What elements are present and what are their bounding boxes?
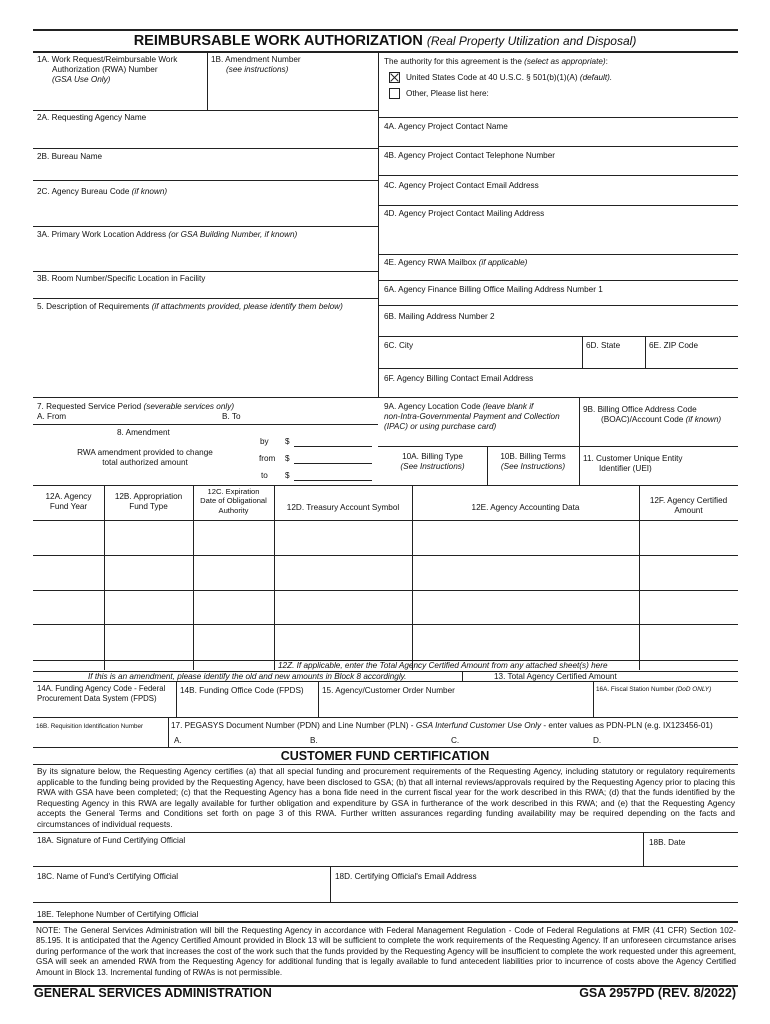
col-12a-header: 12A. Agency Fund Year xyxy=(45,492,92,511)
fund-type-input[interactable] xyxy=(107,558,190,587)
expiration-date-input[interactable] xyxy=(196,558,271,587)
block-6e-label: 6E. ZIP Code xyxy=(649,341,699,350)
total-certified-amount-input[interactable] xyxy=(641,672,736,681)
amendment-from-label: from xyxy=(259,454,276,463)
fund-year-input[interactable] xyxy=(36,558,101,587)
certifying-official-email-input[interactable] xyxy=(334,884,734,899)
expiration-date-input[interactable] xyxy=(196,593,271,621)
col-12c-header: 12C. Expiration Date of Obligational Authority xyxy=(200,487,267,515)
col-12d-header: 12D. Treasury Account Symbol xyxy=(286,503,400,512)
block-4b-label: 4B. Agency Project Contact Telephone Number xyxy=(384,151,555,160)
accounting-data-input[interactable] xyxy=(415,593,636,621)
block-9b-label: 9B. Billing Office Address Code (BOAC)/Account Code (if known) xyxy=(583,405,722,424)
service-period-to-input[interactable] xyxy=(248,412,374,422)
accounting-data-input[interactable] xyxy=(415,558,636,587)
accounting-data-input[interactable] xyxy=(415,523,636,552)
billing-contact-email-input[interactable] xyxy=(382,386,734,395)
amendment-from-input[interactable] xyxy=(295,453,371,463)
block-6d-label: 6D. State xyxy=(586,341,621,350)
certification-text: By its signature below, the Requesting Agency certifies (a) that all special funding and procurement requirements of the Requesting Agency, including statutory or regulatory requirements applicable to the funding being provided by the Requesting Agency, have been disclosed to GSA; (b) that all internal reviews/approvals required by the Requesting Agency prior to placing this RWA with GSA have been completed; (c) that the Requesting Agency has a bona fide need in the current fiscal year for the work described in this RWA; (d) that the funds identified by the Requesting Agency in this RWA are legally available for further obligation and expenditure by GSA in furtherance of the work described in this RWA; and (e) that the Requesting Agency accepts the General Terms and Conditions set forth on page 3 of this RWA. Further written assurances regarding funding availability may be required depending on the facts and circumstances of individual requests. xyxy=(37,766,735,829)
treasury-account-symbol-input[interactable] xyxy=(277,558,409,587)
agency-location-code-input[interactable] xyxy=(382,434,575,444)
treasury-account-symbol-input[interactable] xyxy=(277,523,409,552)
block-12z-label: 12Z. If applicable, enter the Total Agency Certified Amount from any attached sheet(s) here xyxy=(278,661,608,670)
uei-input[interactable] xyxy=(582,474,734,483)
fund-year-input[interactable] xyxy=(36,593,101,621)
pdn-pln-c-input[interactable] xyxy=(463,735,587,745)
block-18b-label: 18B. Date xyxy=(649,838,686,847)
block-14a-label: 14A. Funding Agency Code - Federal Procurement Data System (FPDS) xyxy=(37,684,166,703)
block-7a-label: A. From xyxy=(37,412,67,421)
billing-terms-input[interactable] xyxy=(491,473,576,483)
authority-usc-label: United States Code at 40 U.S.C. § 501(b)(1)(A) (default). xyxy=(406,73,613,82)
block-8-label: 8. Amendment xyxy=(117,428,170,437)
work-location-address-input[interactable] xyxy=(36,242,374,268)
block-6c-label: 6C. City xyxy=(384,341,414,350)
expiration-date-input[interactable] xyxy=(196,523,271,552)
project-contact-mailing-address-input[interactable] xyxy=(382,221,734,251)
col-12b-header: 12B. Appropriation Fund Type xyxy=(114,492,183,511)
block-4e-label: 4E. Agency RWA Mailbox (if applicable) xyxy=(384,258,528,267)
amendment-number-input[interactable] xyxy=(210,78,375,108)
amendment-from-dollar: $ xyxy=(285,454,290,463)
fund-year-input[interactable] xyxy=(36,523,101,552)
block-10b-label: 10B. Billing Terms (See Instructions) xyxy=(500,452,566,471)
block-7-label: 7. Requested Service Period (severable services only) xyxy=(37,402,235,411)
boac-input[interactable] xyxy=(582,428,734,444)
amendment-to-label: to xyxy=(261,471,268,480)
description-of-requirements-input[interactable] xyxy=(36,314,374,394)
block-6f-label: 6F. Agency Billing Contact Email Address xyxy=(384,374,534,383)
project-contact-email-input[interactable] xyxy=(382,193,734,203)
block-17-label: 17. PEGASYS Document Number (PDN) and Line Number (PLN) - GSA Interfund Customer Use Only - enter values as PDN-PLN (e.g. IX123456-01) xyxy=(171,721,713,730)
block-3a-label: 3A. Primary Work Location Address (or GSA Building Number, if known) xyxy=(37,230,298,239)
block-4a-label: 4A. Agency Project Contact Name xyxy=(384,122,508,131)
project-contact-phone-input[interactable] xyxy=(382,163,734,173)
block-16b-label: 16B. Requisition Identification Number xyxy=(36,723,144,730)
treasury-account-symbol-input[interactable] xyxy=(277,593,409,621)
block-12z-note: If this is an amendment, please identify the old and new amounts in Block 8 accordingly. xyxy=(88,672,407,681)
funding-office-code-input[interactable] xyxy=(180,700,315,714)
funding-agency-code-input[interactable] xyxy=(36,705,173,715)
block-18d-label: 18D. Certifying Official's Email Address xyxy=(335,872,477,881)
bureau-name-input[interactable] xyxy=(36,164,374,178)
block-2b-label: 2B. Bureau Name xyxy=(37,152,103,161)
certifying-official-phone-input[interactable] xyxy=(220,908,734,920)
block-9a-label: 9A. Agency Location Code (leave blank if non-Intra-Governmental Payment and Collection (IPAC) or using purchase card) xyxy=(384,402,560,431)
block-11-label: 11. Customer Unique Entity Identifier (UEI) xyxy=(583,454,683,473)
certified-amount-input[interactable] xyxy=(642,558,735,587)
block-17b-label: B. xyxy=(310,736,318,745)
pdn-pln-a-input[interactable] xyxy=(186,735,304,745)
fiscal-station-number-input[interactable] xyxy=(596,698,735,714)
agency-bureau-code-input[interactable] xyxy=(36,199,374,223)
block-15-label: 15. Agency/Customer Order Number xyxy=(322,686,455,695)
authority-usc-checkbox[interactable] xyxy=(389,72,400,83)
certification-heading: CUSTOMER FUND CERTIFICATION xyxy=(280,749,490,763)
block-17d-label: D. xyxy=(593,736,602,745)
certified-amount-input[interactable] xyxy=(642,523,735,552)
block-14b-label: 14B. Funding Office Code (FPDS) xyxy=(180,686,304,695)
amendment-by-label: by xyxy=(260,437,269,446)
footer-form-number: GSA 2957PD (REV. 8/2022) xyxy=(579,986,736,1000)
amendment-to-dollar: $ xyxy=(285,471,290,480)
note-text: NOTE: The General Services Administration will bill the Requesting Agency in accordance with Federal Management Regulation - Code of Federal Regulations at FMR (41 CFR) Section 102-85.195. It is anticipated that the Agency Certified Amount provided in Block 13 will be sufficient to complete the work requirements of the Requesting Agency. If an unforeseen circumstance arises during performance of the work that increases the cost of the work such that the funds provided by the Requesting Agency will be insufficient to complete the work requested under this agreement, GSA will seek an amended RWA from the Requesting Agency for additional funding that is legally available to fund antecedent liabilities prior to incurrence of costs above the Agency Certified Amount in Block 13. Incremental funding of RWAs is not permissible. xyxy=(36,926,736,977)
customer-order-number-input[interactable] xyxy=(322,700,590,714)
pdn-pln-d-input[interactable] xyxy=(605,735,735,745)
certified-amount-input[interactable] xyxy=(642,627,735,657)
block-17c-label: C. xyxy=(451,736,460,745)
rwa-number-input[interactable] xyxy=(36,88,204,108)
block-13-label: 13. Total Agency Certified Amount xyxy=(494,672,617,681)
block-5-label: 5. Description of Requirements (if attachments provided, please identify them below) xyxy=(37,302,343,311)
amendment-by-dollar: $ xyxy=(285,437,290,446)
authority-label: The authority for this agreement is the (select as appropriate): xyxy=(384,57,608,66)
block-18a-label: 18A. Signature of Fund Certifying Official xyxy=(37,836,186,845)
service-period-from-input[interactable] xyxy=(68,412,218,422)
amendment-to-input[interactable] xyxy=(295,470,371,480)
block-4d-label: 4D. Agency Project Contact Mailing Address xyxy=(384,209,545,218)
block-1a-label: 1A. Work Request/Reimbursable Work Authorization (RWA) Number (GSA Use Only) xyxy=(37,55,178,84)
block-16a-label: 16A. Fiscal Station Number (DoD ONLY) xyxy=(596,686,712,693)
fund-type-input[interactable] xyxy=(107,523,190,552)
signature-input[interactable] xyxy=(36,848,639,863)
block-10a-label: 10A. Billing Type (See Instructions) xyxy=(400,452,465,471)
amendment-by-input[interactable] xyxy=(295,436,371,446)
form-title-main: REIMBURSABLE WORK AUTHORIZATION xyxy=(133,33,423,49)
block-7b-label: B. To xyxy=(222,412,241,421)
pdn-pln-b-input[interactable] xyxy=(322,735,446,745)
block-1b-label: 1B. Amendment Number (see instructions) xyxy=(211,55,301,74)
form-title-sub: (Real Property Utilization and Disposal) xyxy=(426,34,637,48)
fund-year-input[interactable] xyxy=(36,627,101,657)
certifying-official-name-input[interactable] xyxy=(36,884,326,899)
accounting-data-input[interactable] xyxy=(415,627,636,657)
billing-address-2-input[interactable] xyxy=(382,324,734,334)
authority-other-checkbox[interactable] xyxy=(389,88,400,99)
rwa-mailbox-input[interactable] xyxy=(382,270,734,278)
requesting-agency-name-input[interactable] xyxy=(36,125,374,145)
billing-address-1-input[interactable] xyxy=(382,297,734,303)
block-3b-label: 3B. Room Number/Specific Location in Facility xyxy=(37,274,206,283)
billing-type-input[interactable] xyxy=(382,473,484,483)
fund-type-input[interactable] xyxy=(107,593,190,621)
authority-other-label: Other, Please list here: xyxy=(406,89,489,98)
block-18c-label: 18C. Name of Fund's Certifying Official xyxy=(37,872,179,881)
block-8-description: RWA amendment provided to change total authorized amount xyxy=(77,448,213,467)
state-input[interactable] xyxy=(585,353,643,365)
attached-total-input[interactable] xyxy=(641,661,736,671)
project-contact-name-input[interactable] xyxy=(382,134,734,144)
block-2c-label: 2C. Agency Bureau Code (if known) xyxy=(37,187,168,196)
block-18e-label: 18E. Telephone Number of Certifying Official xyxy=(37,910,199,919)
city-input[interactable] xyxy=(382,353,578,365)
block-17a-label: A. xyxy=(174,736,182,745)
certified-amount-input[interactable] xyxy=(642,593,735,621)
col-12f-header: 12F. Agency Certified Amount xyxy=(649,496,728,515)
zip-code-input[interactable] xyxy=(648,353,734,365)
footer-agency: GENERAL SERVICES ADMINISTRATION xyxy=(34,986,272,1000)
block-6b-label: 6B. Mailing Address Number 2 xyxy=(384,312,495,321)
block-2a-label: 2A. Requesting Agency Name xyxy=(37,113,147,122)
signature-date-input[interactable] xyxy=(647,850,735,863)
col-12e-header: 12E. Agency Accounting Data xyxy=(471,503,580,512)
expiration-date-input[interactable] xyxy=(196,627,271,657)
authority-other-input[interactable] xyxy=(405,100,735,114)
block-4c-label: 4C. Agency Project Contact Email Address xyxy=(384,181,539,190)
treasury-account-symbol-input[interactable] xyxy=(277,627,409,657)
requisition-id-input[interactable] xyxy=(36,734,164,745)
room-number-input[interactable] xyxy=(36,286,374,296)
block-6a-label: 6A. Agency Finance Billing Office Mailing Address Number 1 xyxy=(384,285,603,294)
form-title xyxy=(0,33,770,49)
fund-type-input[interactable] xyxy=(107,627,190,657)
